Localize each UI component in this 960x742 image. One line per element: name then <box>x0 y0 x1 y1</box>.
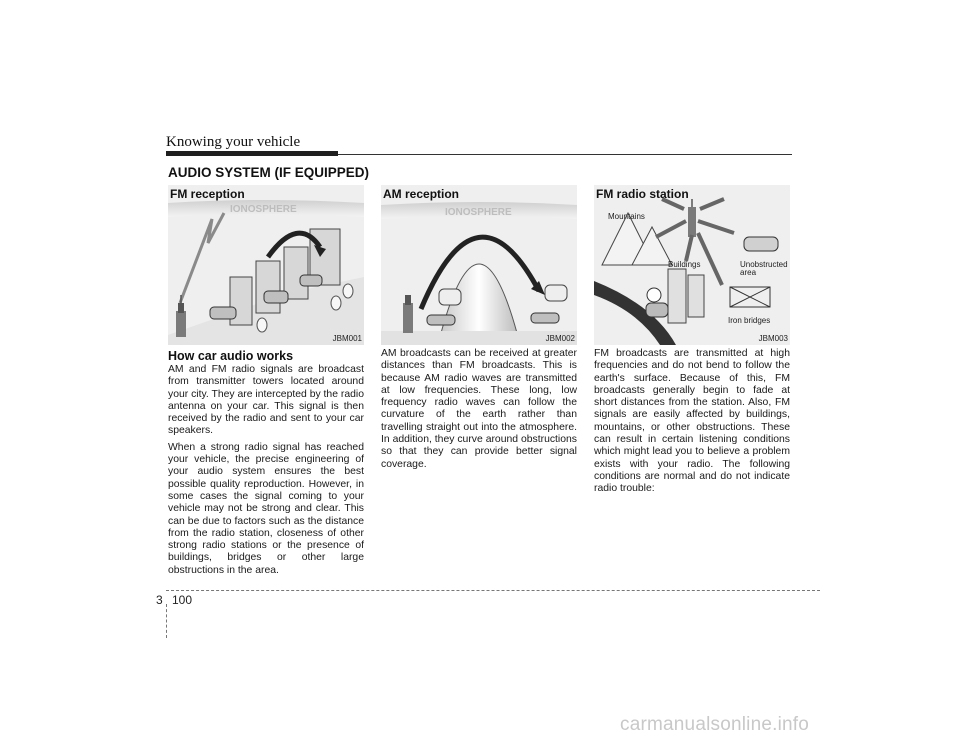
subheading-how-car-audio-works: How car audio works <box>168 349 294 363</box>
column-1 <box>168 185 364 581</box>
label-mountains: Mountains <box>608 212 645 221</box>
label-iron-bridges: Iron bridges <box>728 316 771 325</box>
chapter-number: 3 <box>156 593 163 607</box>
question-bubble-icon <box>647 288 661 302</box>
column-3 <box>594 185 790 500</box>
watermark: carmanualsonline.info <box>620 714 810 735</box>
transmitter-tower-icon <box>176 295 186 337</box>
signal-bolt <box>180 213 224 303</box>
am-reception-illustration <box>381 185 577 345</box>
page-header-title: Knowing your vehicle <box>166 134 301 150</box>
figure-fm-radio-station <box>594 185 790 345</box>
figure-code: JBM001 <box>332 334 362 343</box>
label-buildings: Buildings <box>668 260 701 269</box>
figure-title: FM reception <box>170 187 245 201</box>
header-rule-thin <box>338 154 792 155</box>
ionosphere-label: IONOSPHERE <box>230 204 297 215</box>
label-unobstructed: Unobstructed <box>740 260 788 269</box>
paragraph: AM broadcasts can be received at greater distances than FM broadcasts. This is because AM radio waves are transmitted at low frequencies. These long, low frequency radio waves can follow the curvature of the earth rather than travelling straight out into the atmosphere. In addition, they curve around obstructions so that they can provide better signal coverage. <box>381 348 577 470</box>
figure-code: JBM002 <box>545 334 575 343</box>
fm-reception-illustration <box>168 185 364 345</box>
section-title: AUDIO SYSTEM (IF EQUIPPED) <box>168 165 370 180</box>
car-icon <box>646 303 668 317</box>
ionosphere-label: IONOSPHERE <box>445 207 512 218</box>
paragraph: When a strong radio signal has reached your vehicle, the precise engineering of your audio system ensures the best possible quality reproduction. However, in some cases the signal coming to your vehicle may not be strong and clear. This can be due to factors such as the distance from the radio station, closeness of other strong radio stations or the presence of buildings, bridges or other large obstructions in the area. <box>168 441 364 576</box>
paragraph: FM broadcasts are transmitted at high frequencies and do not bend to follow the earth's surface. Because of this, FM broadcasts generally begin to fade at short distances from the station. Also, FM signals are easily affected by buildings, mountains, or other obstructions. These can result in certain listening conditions which might lead you to believe a problem exists with your radio. The following conditions are normal and do not indicate radio trouble: <box>594 348 790 495</box>
fm-radio-station-illustration <box>594 185 790 345</box>
footer-divider <box>166 590 820 591</box>
buildings-group <box>668 269 704 323</box>
figure-title: AM reception <box>383 187 460 201</box>
label-area: area <box>740 268 757 277</box>
car-icon <box>744 237 778 251</box>
figure-am-reception <box>381 185 577 345</box>
iron-bridge-icon <box>730 287 770 307</box>
figure-code: JBM003 <box>758 334 788 343</box>
paragraph: AM and FM radio signals are broadcast from transmitter towers located around your city. They are intercepted by the radio antenna on your car. This signal is then received by the radio and sent to your car speakers. <box>168 364 364 437</box>
header-rule-thick <box>166 151 338 156</box>
figure-fm-reception <box>168 185 364 345</box>
footer-vertical-divider <box>166 604 167 638</box>
figure-title: FM radio station <box>596 187 689 201</box>
transmitter-tower-icon <box>688 199 696 237</box>
page-number: 100 <box>172 593 193 607</box>
transmitter-tower-icon <box>403 295 413 333</box>
column-2 <box>381 185 577 475</box>
